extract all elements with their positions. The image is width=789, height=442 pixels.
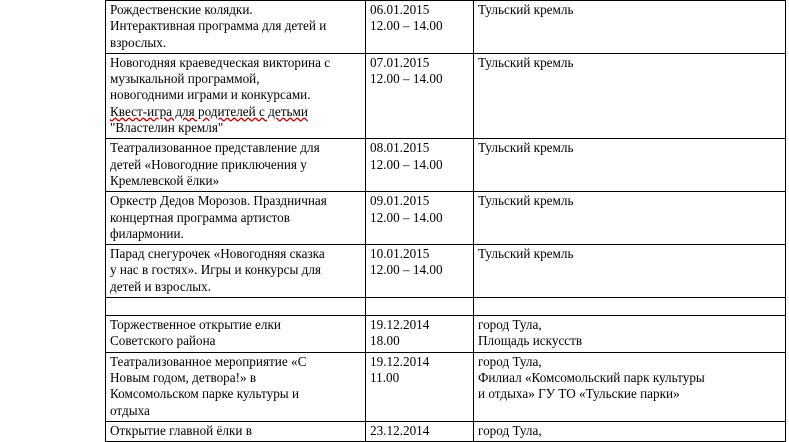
event-line: взрослых.	[110, 34, 167, 50]
place-cell-empty	[474, 298, 786, 316]
table-row	[106, 245, 786, 298]
place-cell	[474, 53, 786, 138]
event-cell-empty	[106, 298, 366, 316]
date-line: 19.12.2014	[370, 317, 430, 333]
event-line: у нас в гостях». Игры и конкурсы для	[110, 262, 321, 278]
event-line: Новогодняя краеведческая викторина с	[110, 54, 331, 70]
place-line: Тульский кремль	[478, 193, 574, 209]
time-line: 12.00 – 14.00	[370, 262, 443, 278]
event-line: детей и взрослых.	[110, 278, 212, 294]
event-line: Оркестр Дедов Морозов. Праздничная	[110, 193, 327, 209]
place-cell	[474, 139, 786, 192]
event-line: Театрализованное мероприятие «С	[110, 353, 307, 369]
time-line: 12.00 – 14.00	[370, 209, 443, 225]
event-cell	[106, 192, 366, 245]
date-cell	[366, 352, 474, 421]
time-line: 12.00 – 14.00	[370, 71, 443, 87]
date-cell	[366, 53, 474, 138]
event-cell	[106, 245, 366, 298]
date-cell	[366, 139, 474, 192]
event-line: Рождественские колядки.	[110, 2, 253, 17]
event-line: музыкальной программой,	[110, 71, 260, 87]
place-cell	[474, 316, 786, 353]
event-cell	[106, 316, 366, 353]
place-line: Тульский кремль	[478, 54, 574, 70]
event-line: новогодними играми и конкурсами.	[110, 87, 311, 103]
event-line-misspelled: Квест-игра для родителей с детьми	[110, 103, 308, 119]
place-line: и отдыха» ГУ ТО «Тульские парки»	[478, 386, 680, 402]
table-row	[106, 139, 786, 192]
event-cell	[106, 139, 366, 192]
time-line: 12.00 – 14.00	[370, 18, 443, 34]
event-line: отдыха	[110, 402, 150, 418]
event-line: филармонии.	[110, 225, 184, 241]
date-cell	[366, 192, 474, 245]
place-line: Тульский кремль	[478, 246, 574, 262]
event-line: Новым годом, детвора!» в	[110, 369, 257, 385]
date-line: 09.01.2015	[370, 193, 430, 209]
event-cell	[106, 421, 366, 441]
place-line: Филиал «Комсомольский парк культуры	[478, 369, 705, 385]
event-line: Театрализованное представление для	[110, 140, 320, 156]
event-cell	[106, 352, 366, 421]
date-cell-empty	[366, 298, 474, 316]
event-cell	[106, 53, 366, 138]
date-line: 23.12.2014	[370, 422, 430, 438]
date-line: 08.01.2015	[370, 140, 430, 156]
time-line: 11.00	[370, 369, 400, 385]
place-cell	[474, 1, 786, 54]
events-table	[105, 0, 786, 442]
place-line: Тульский кремль	[478, 2, 574, 17]
event-line: концертная программа артистов	[110, 209, 290, 225]
date-cell	[366, 316, 474, 353]
date-line: 07.01.2015	[370, 54, 430, 70]
table-row	[106, 1, 786, 54]
table-row	[106, 352, 786, 421]
table-row	[106, 316, 786, 353]
date-cell	[366, 245, 474, 298]
place-cell	[474, 421, 786, 441]
event-line: Интерактивная программа для детей и	[110, 18, 327, 34]
table-row	[106, 192, 786, 245]
date-line: 19.12.2014	[370, 353, 430, 369]
place-cell	[474, 352, 786, 421]
event-line: Кремлевской ёлки»	[110, 172, 220, 188]
event-line: "Властелин кремля"	[110, 120, 224, 136]
table-row-empty	[106, 298, 786, 316]
place-cell	[474, 192, 786, 245]
event-cell	[106, 1, 366, 54]
date-cell	[366, 1, 474, 54]
place-line: город Тула,	[478, 353, 542, 369]
date-cell	[366, 421, 474, 441]
place-cell	[474, 245, 786, 298]
place-line: Площадь искусств	[478, 333, 583, 349]
date-line: 10.01.2015	[370, 246, 430, 262]
event-line: Комсомольском парке культуры и	[110, 386, 300, 402]
event-line: Торжественное открытие елки	[110, 317, 281, 333]
table-row	[106, 421, 786, 441]
event-line: Советского района	[110, 333, 216, 349]
events-table-body	[106, 1, 786, 442]
table-row	[106, 53, 786, 138]
event-line: Парад снегурочек «Новогодняя сказка	[110, 246, 325, 262]
place-line: Тульский кремль	[478, 140, 574, 156]
time-line: 12.00 – 14.00	[370, 156, 443, 172]
place-line: город Тула,	[478, 422, 542, 438]
place-line: город Тула,	[478, 317, 542, 333]
event-line: Открытие главной ёлки в	[110, 422, 252, 438]
date-line: 06.01.2015	[370, 2, 430, 17]
time-line: 18.00	[370, 333, 400, 349]
event-line: детей «Новогодние приключения у	[110, 156, 307, 172]
